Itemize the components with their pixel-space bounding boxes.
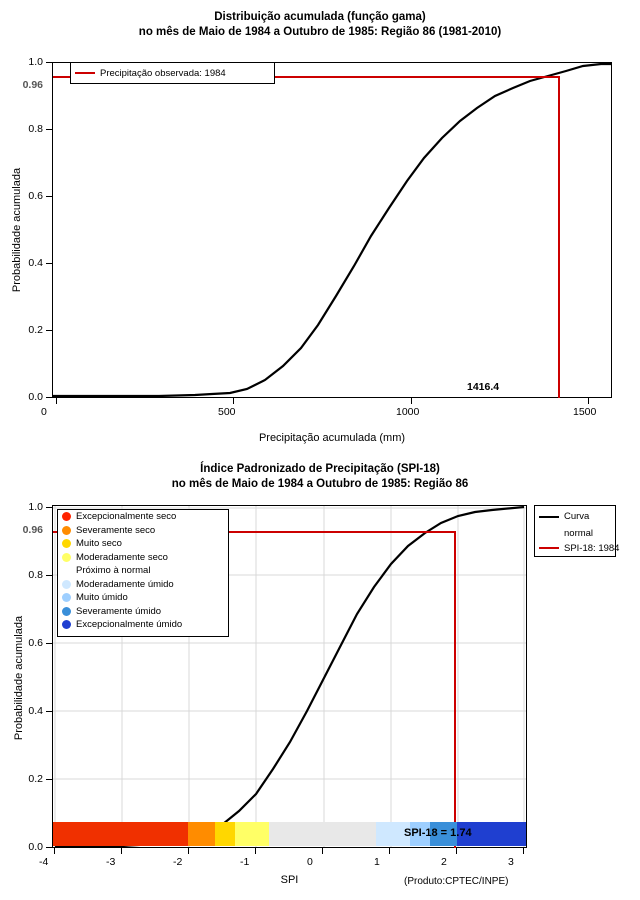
- top-chart-title-line2: no mês de Maio de 1984 a Outubro de 1985: Região 86 (1981-2010): [138, 26, 502, 38]
- top-cumulative-gamma-curve: [53, 63, 611, 397]
- legend-item-observed: [71, 63, 274, 83]
- line-swatch-icon: [539, 547, 559, 549]
- legend-item-mod-umido: [58, 578, 228, 592]
- bottom-xtick-label-7: 3: [508, 856, 514, 868]
- bottom-chart-title-line1: Índice Padronizado de Precipitação (SPI-18): [200, 463, 440, 475]
- bottom-xtick-label-3: -1: [240, 856, 250, 868]
- top-xtick-label-2: 1000: [396, 406, 420, 418]
- dot-icon: [62, 553, 71, 562]
- top-chart-title: [0, 10, 640, 40]
- top-highlight-prob-label: 0.96: [22, 79, 43, 91]
- bottom-ytick-0: [46, 847, 52, 848]
- spi-categories-legend: [57, 509, 229, 637]
- legend-item-curva-normal-label2: normal: [564, 528, 594, 539]
- bottom-xtick-label-1: -3: [106, 856, 116, 868]
- legend-item-exc-seco-label: Excepcionalmente seco: [76, 511, 177, 523]
- top-ytick-label-1: 0.2: [28, 324, 43, 336]
- bottom-chart-title-line2: no mês de Maio de 1984 a Outubro de 1985: Região 86: [171, 478, 469, 490]
- top-xaxis-label: Precipitação acumulada (mm): [258, 432, 406, 444]
- bottom-spi-vertical-line: [454, 531, 456, 848]
- dot-icon: [62, 539, 71, 548]
- legend-item-spi18-label: SPI-18: 1984: [564, 542, 620, 554]
- top-ytick-3: [46, 196, 52, 197]
- bottom-xtick-label-4: 0: [307, 856, 313, 868]
- line-swatch-icon: [75, 72, 95, 74]
- legend-item-proximo-normal: [58, 564, 228, 578]
- bottom-ytick-3: [46, 643, 52, 644]
- top-observed-value-annotation: 1416.4: [467, 381, 500, 393]
- bottom-xtick-label-5: 1: [374, 856, 380, 868]
- legend-item-muito-seco-label: Muito seco: [76, 538, 122, 550]
- legend-item-mod-umido-label: Moderadamente úmido: [76, 578, 174, 590]
- legend-item-proximo-normal-label: Próximo à normal: [76, 565, 151, 577]
- bottom-xtick-2: [188, 848, 189, 854]
- spi-value-annotation: SPI-18 = 1.74: [404, 827, 472, 839]
- legend-item-exc-umido: [58, 618, 228, 632]
- dot-icon: [62, 526, 71, 535]
- bottom-ytick-label-1: 0.2: [28, 773, 43, 785]
- top-chart-legend: [70, 62, 275, 84]
- bottom-ytick-1: [46, 779, 52, 780]
- dot-icon: [62, 620, 71, 629]
- strip-segment-4: [269, 822, 376, 846]
- top-chart-title-line1: Distribuição acumulada (função gama): [214, 11, 426, 23]
- top-xtick-label-3: 1500: [573, 406, 597, 418]
- top-yaxis-label: Probabilidade acumulada: [11, 167, 23, 293]
- bottom-ytick-label-2: 0.4: [28, 705, 43, 717]
- legend-item-muito-umido: [58, 591, 228, 605]
- top-ytick-label-4: 0.8: [28, 123, 43, 135]
- legend-item-sev-umido: [58, 605, 228, 619]
- bottom-highlight-prob-label: 0.96: [22, 524, 43, 536]
- top-xtick-2: [411, 398, 412, 404]
- top-xtick-3: [588, 398, 589, 404]
- line-swatch-icon: [539, 516, 559, 518]
- top-observed-vertical-line: [558, 76, 560, 398]
- bottom-xtick-0: [54, 848, 55, 854]
- dot-icon: [62, 593, 71, 602]
- legend-item-curva-normal-label2-row: [535, 527, 615, 540]
- top-xtick-label-1: 500: [218, 406, 236, 418]
- legend-item-muito-umido-label: Muito úmido: [76, 592, 128, 604]
- bottom-xtick-1: [121, 848, 122, 854]
- bottom-xtick-7: [523, 848, 524, 854]
- legend-item-curva-normal: [535, 506, 615, 527]
- top-ytick-5: [46, 62, 52, 63]
- top-ytick-1: [46, 330, 52, 331]
- strip-segment-3: [235, 822, 269, 846]
- bottom-xtick-label-0: -4: [39, 856, 49, 868]
- bottom-xaxis-label: SPI: [280, 874, 299, 886]
- legend-item-observed-label: Precipitação observada: 1984: [100, 67, 226, 79]
- legend-item-mod-seco-label: Moderadamente seco: [76, 551, 168, 563]
- bottom-ytick-5: [46, 507, 52, 508]
- bottom-xtick-3: [255, 848, 256, 854]
- strip-segment-0: [53, 822, 188, 846]
- top-ytick-0: [46, 397, 52, 398]
- bottom-ytick-label-0: 0.0: [28, 841, 43, 853]
- legend-item-sev-seco-label: Severamente seco: [76, 524, 156, 536]
- top-ytick-4: [46, 129, 52, 130]
- bottom-ytick-label-5: 1.0: [28, 501, 43, 513]
- bottom-xtick-6: [456, 848, 457, 854]
- bottom-chart-title: [0, 462, 640, 492]
- legend-item-curva-normal-label: Curva: [564, 511, 590, 522]
- bottom-ytick-label-4: 0.8: [28, 569, 43, 581]
- dot-icon: [62, 580, 71, 589]
- bottom-yaxis-label: Probabilidade acumulada: [13, 615, 25, 741]
- dot-icon: [62, 512, 71, 521]
- bottom-xtick-label-6: 2: [441, 856, 447, 868]
- top-ytick-label-5: 1.0: [28, 56, 43, 68]
- bottom-xtick-4: [322, 848, 323, 854]
- legend-item-sev-seco: [58, 524, 228, 538]
- legend-item-exc-umido-label: Excepcionalmente úmido: [76, 619, 183, 631]
- dot-icon: [62, 566, 71, 575]
- bottom-series-legend: [534, 505, 620, 557]
- top-ytick-label-0: 0.0: [28, 391, 43, 403]
- legend-item-exc-seco: [58, 510, 228, 524]
- strip-segment-1: [188, 822, 215, 846]
- bottom-ytick-label-3: 0.6: [28, 637, 43, 649]
- top-xtick-1: [233, 398, 234, 404]
- legend-item-muito-seco: [58, 537, 228, 551]
- bottom-ytick-2: [46, 711, 52, 712]
- legend-item-mod-seco: [58, 551, 228, 565]
- dot-icon: [62, 607, 71, 616]
- top-ytick-2: [46, 263, 52, 264]
- bottom-xtick-label-2: -2: [173, 856, 183, 868]
- bottom-xtick-5: [389, 848, 390, 854]
- bottom-ytick-4: [46, 575, 52, 576]
- legend-item-spi18: [535, 540, 620, 556]
- top-ytick-label-2: 0.4: [28, 257, 43, 269]
- strip-segment-2: [215, 822, 235, 846]
- top-xtick-label-0: 0: [41, 406, 47, 418]
- top-xtick-0: [56, 398, 57, 404]
- legend-item-sev-umido-label: Severamente úmido: [76, 605, 162, 617]
- product-footer: (Produto:CPTEC/INPE): [404, 876, 509, 887]
- top-ytick-label-3: 0.6: [28, 190, 43, 202]
- top-plot-area: [52, 62, 612, 398]
